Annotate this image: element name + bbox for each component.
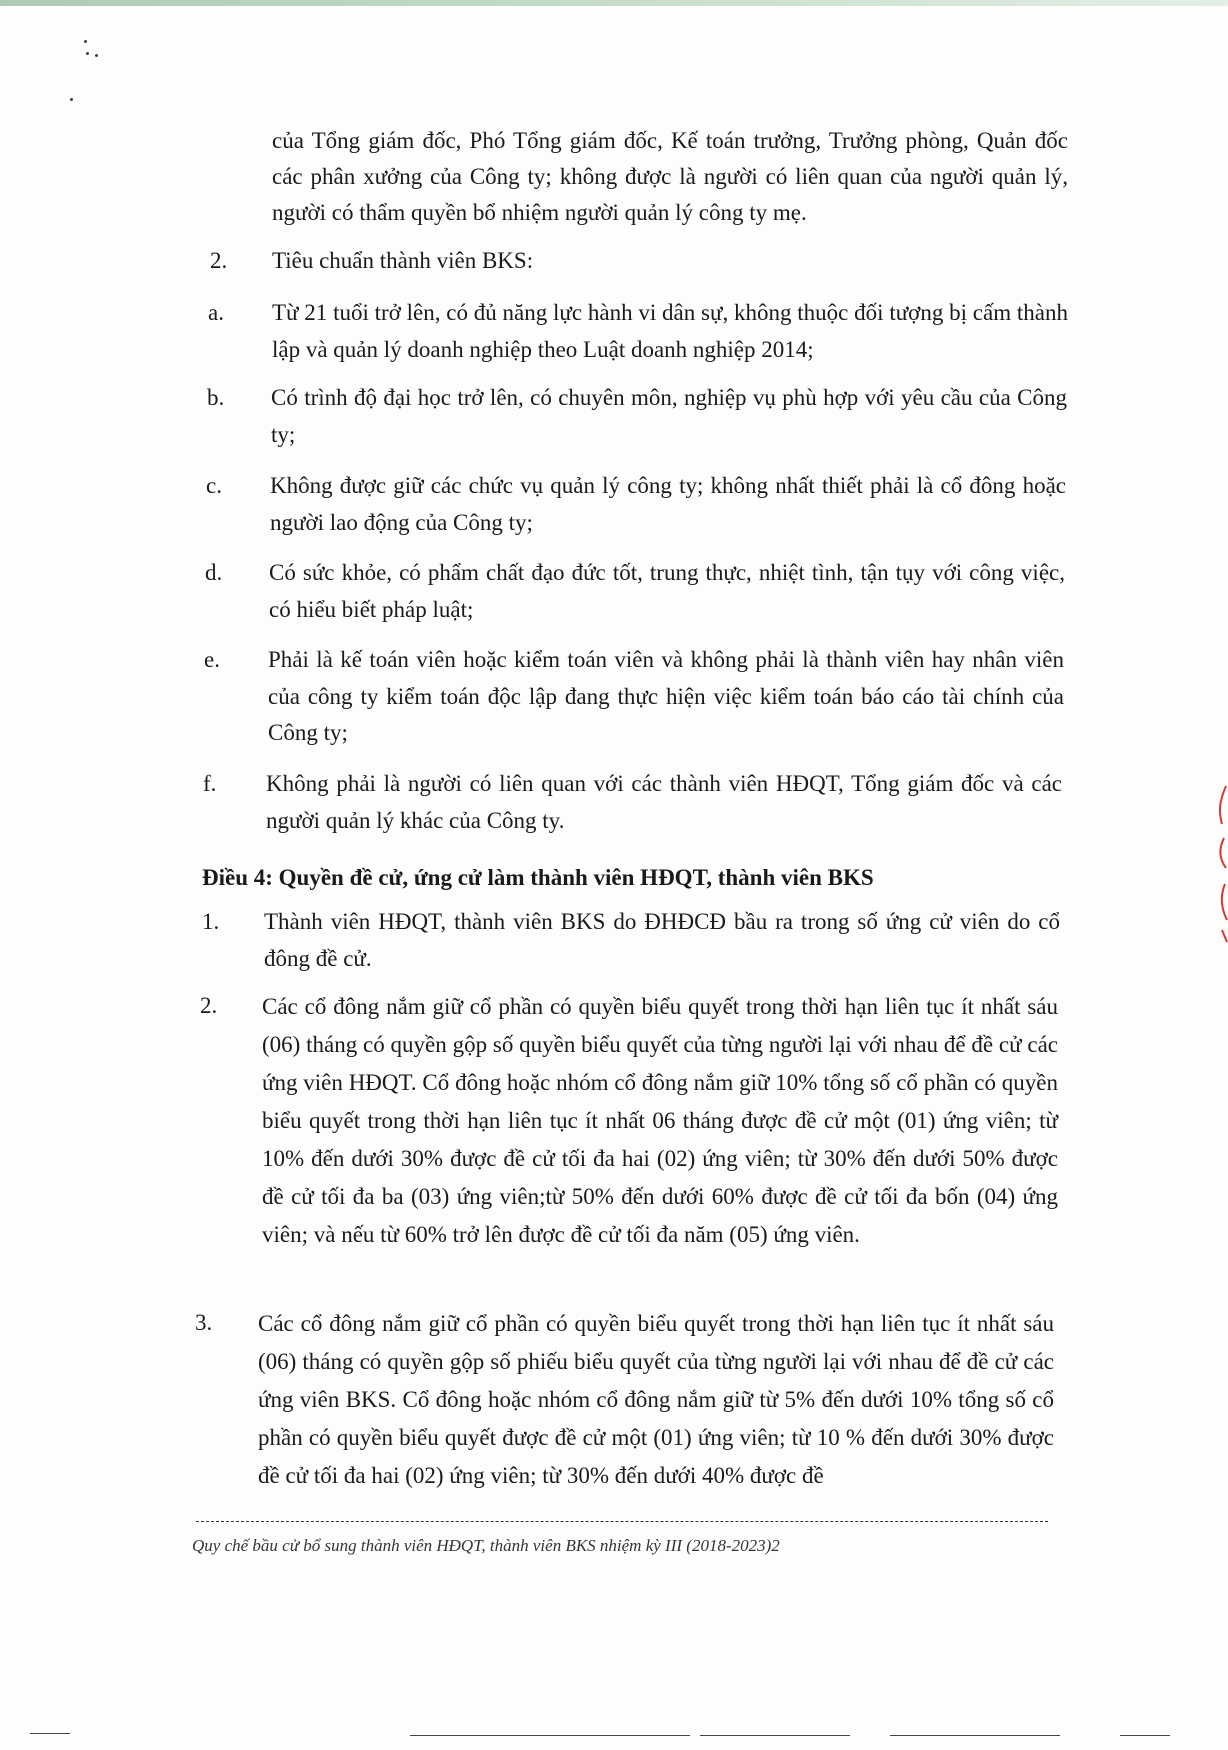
footer-caption: Quy chế bầu cử bổ sung thành viên HĐQT, thành viên BKS nhiệm kỳ III (2018-2023)2 xyxy=(192,1536,780,1555)
list-item-text: Phải là kế toán viên hoặc kiểm toán viên và không phải là thành viên hay nhân viên của công ty kiểm toán độc lập đang thực hiện việc kiểm toán báo cáo tài chính của Công ty; xyxy=(268,647,1064,745)
list-item-text: Có trình độ đại học trở lên, có chuyên môn, nghiệp vụ phù hợp với yêu cầu của Công ty; xyxy=(271,385,1067,447)
list-item-text: Từ 21 tuổi trở lên, có đủ năng lực hành vi dân sự, không thuộc đối tượng bị cấm thành lập và quản lý doanh nghiệp theo Luật doanh nghiệp 2014; xyxy=(272,300,1068,362)
list-item-text: Không phải là người có liên quan với các thành viên HĐQT, Tổng giám đốc và các người quản lý khác của Công ty. xyxy=(266,771,1062,833)
stamp-fragment-icon xyxy=(1208,780,1228,950)
list-item-marker: 2. xyxy=(200,993,218,1018)
article-4-heading: Điều 4: Quyền đề cử, ứng cử làm thành viên HĐQT, thành viên BKS xyxy=(202,865,874,890)
list-item-marker: a. xyxy=(208,300,224,325)
footer-divider xyxy=(196,1521,1048,1522)
list-item-marker: b. xyxy=(207,385,225,410)
list-item-marker: e. xyxy=(204,647,220,672)
scan-edge-line xyxy=(30,1733,70,1734)
list-item-marker: c. xyxy=(206,473,222,498)
scan-edge-line xyxy=(700,1735,850,1736)
scan-speck xyxy=(86,52,89,55)
list-item-marker: d. xyxy=(205,560,223,585)
list-item-marker: 3. xyxy=(195,1310,213,1335)
scan-edge-line xyxy=(410,1735,690,1736)
list-item-text: Có sức khỏe, có phẩm chất đạo đức tốt, trung thực, nhiệt tình, tận tụy với công việc, có hiểu biết pháp luật; xyxy=(269,560,1065,622)
scan-edge-line xyxy=(890,1735,1060,1736)
list-item-text: Các cổ đông nắm giữ cổ phần có quyền biểu quyết trong thời hạn liên tục ít nhất sáu (06) tháng có quyền gộp số quyền biểu quyết của từng người lại với nhau để đề cử các ứng viên HĐQT. Cổ đông hoặc nhóm cổ đông nắm giữ 10% tổng số cổ phần có quyền biểu quyết trong thời hạn liên tục ít nhất 06 tháng được đề cử một (01) ứng viên; từ 10% đến dưới 30% được đề cử tối đa hai (02) ứng viên; từ 30% đến dưới 50% được đề cử tối đa ba (03) ứng viên;từ 50% đến dưới 60% được đề cử tối đa bốn (04) ứng viên; và nếu từ 60% trở lên được đề cử tối đa năm (05) ứng viên. xyxy=(262,994,1058,1247)
section-2-number: 2. xyxy=(210,248,228,273)
list-item-text: Không được giữ các chức vụ quản lý công ty; không nhất thiết phải là cổ đông hoặc người lao động của Công ty; xyxy=(270,473,1066,535)
list-item-marker: f. xyxy=(203,771,217,796)
scan-speck xyxy=(95,54,98,57)
list-item-text: Các cổ đông nắm giữ cổ phần có quyền biểu quyết trong thời hạn liên tục ít nhất sáu (06) tháng có quyền gộp số phiếu biểu quyết của từng người lại với nhau để đề cử các ứng viên BKS. Cổ đông hoặc nhóm cổ đông nắm giữ từ 5% đến dưới 10% tổng số cổ phần có quyền biểu quyết được đề cử một (01) ứng viên; từ 10 % đến dưới 30% được đề cử tối đa hai (02) ứng viên; từ 30% đến dưới 40% được đề xyxy=(258,1311,1054,1488)
section-2-title: Tiêu chuẩn thành viên BKS: xyxy=(272,248,534,273)
intro-paragraph: của Tổng giám đốc, Phó Tổng giám đốc, Kế toán trưởng, Trưởng phòng, Quản đốc các phân xưởng của Công ty; không được là người có liên quan của người quản lý, người có thẩm quyền bổ nhiệm người quản lý công ty mẹ. xyxy=(272,128,1068,225)
scan-speck xyxy=(84,40,87,43)
scan-edge xyxy=(0,0,1228,6)
list-item-marker: 1. xyxy=(202,909,220,934)
scan-edge-line xyxy=(1120,1735,1170,1736)
scan-speck xyxy=(70,98,73,101)
list-item-text: Thành viên HĐQT, thành viên BKS do ĐHĐCĐ bầu ra trong số ứng cử viên do cổ đông đề cử. xyxy=(264,909,1060,971)
